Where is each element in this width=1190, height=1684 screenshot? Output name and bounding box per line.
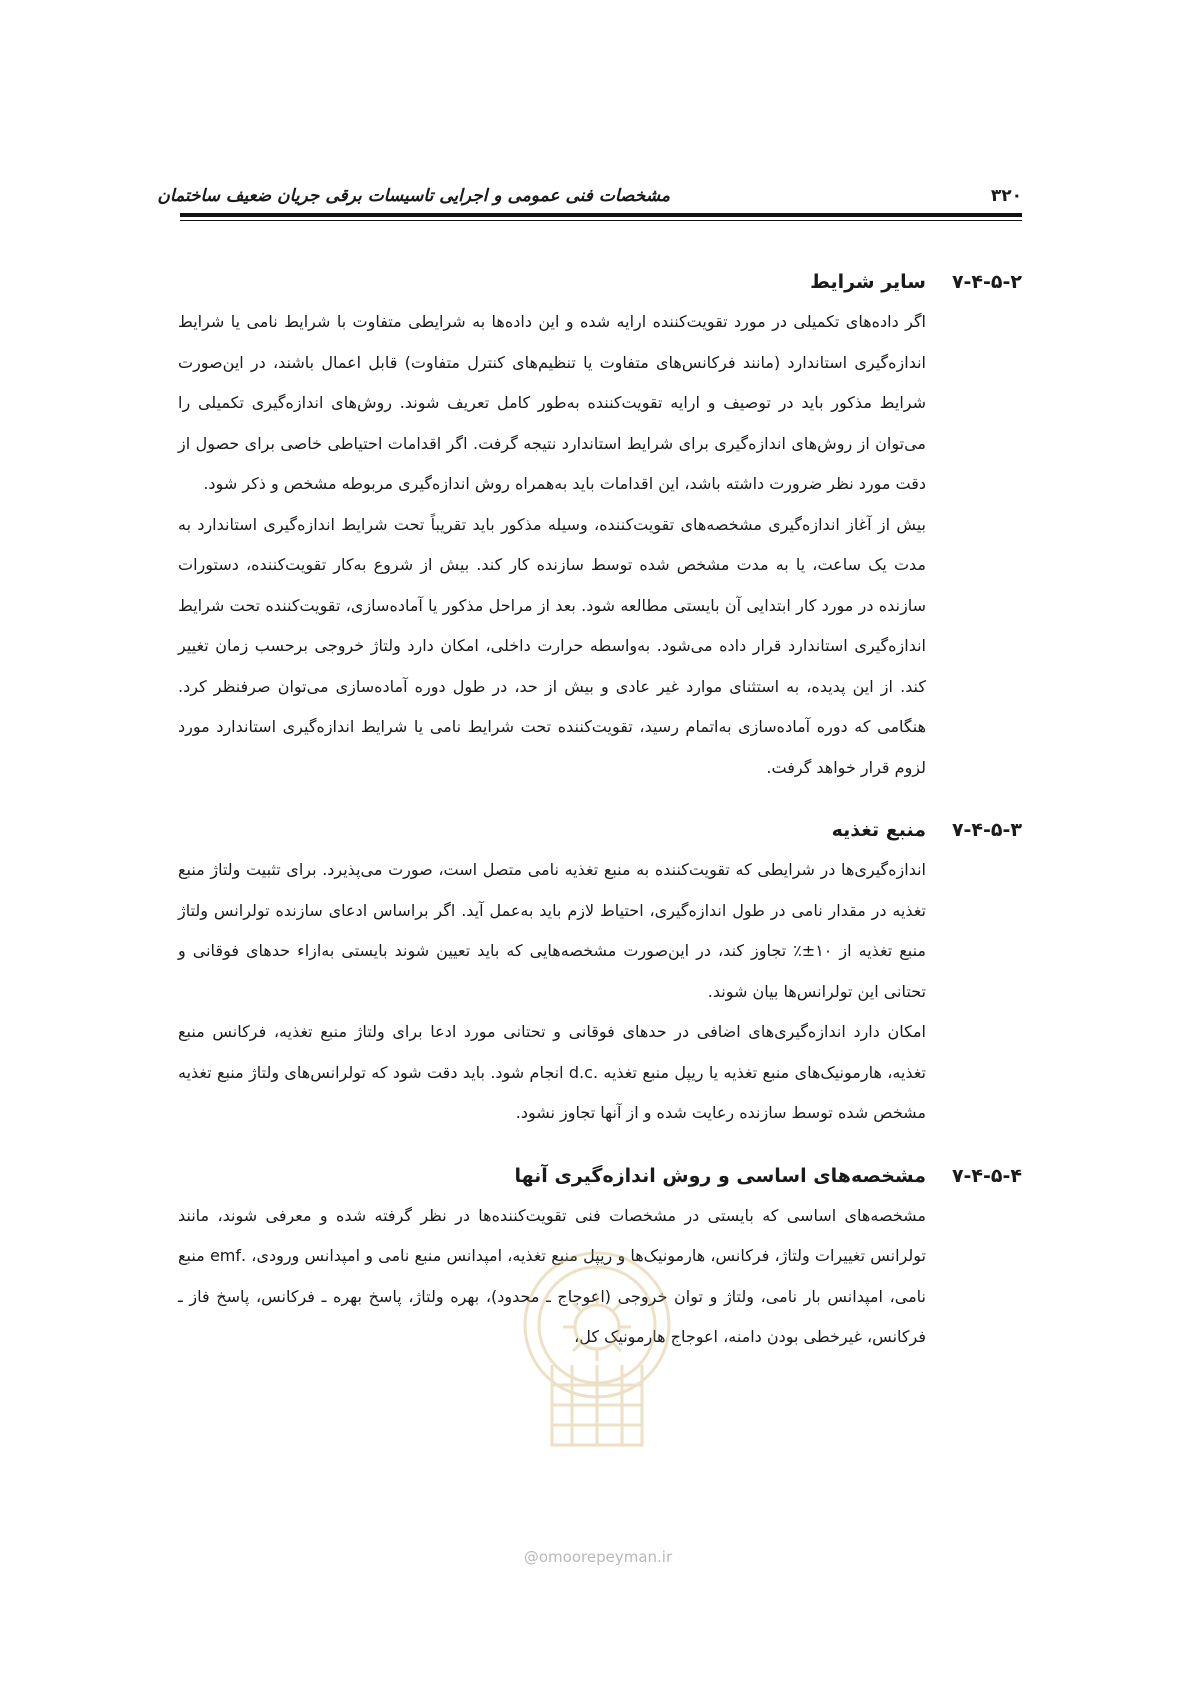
section-body — [178, 302, 926, 788]
section-heading — [178, 810, 1022, 850]
section-number: ۷-۴-۵-۳ — [951, 819, 1022, 841]
section-power-supply — [178, 810, 1022, 1134]
section-body — [178, 1196, 926, 1358]
section-title: منبع تغذیه — [831, 819, 926, 841]
section-basic-characteristics — [178, 1156, 1022, 1358]
header-rule-thin — [180, 220, 1022, 221]
section-number: ۷-۴-۵-۲ — [951, 271, 1022, 293]
section-heading — [178, 1156, 1022, 1196]
header-rule-thick — [180, 213, 1022, 217]
running-title: مشخصات فنی عمومی و اجرایی تاسیسات برقی جریان ضعیف ساختمان — [157, 186, 670, 206]
page-number: ۳۲۰ — [990, 186, 1022, 206]
watermark-url: @omoorepeyman.ir — [523, 1548, 673, 1566]
main-content — [178, 262, 1022, 1380]
section-other-conditions — [178, 262, 1022, 788]
section-title: سایر شرایط — [810, 271, 926, 293]
paragraph: اندازه‌گیری‌ها در شرایطی که تقویت‌کننده به منبع تغذیه نامی متصل است، صورت می‌پذیرد. برای تثبیت ولتاژ منبع تغذیه در مقدار نامی در طول اندازه‌گیری، احتیاط لازم باید به‌عمل آید. اگر براساس ادعای سازنده تولرانس ولتاژ منبع تغذیه از ۱۰±٪ تجاوز کند، در این‌صورت مشخصه‌هایی که باید تعیین شوند بایستی به‌ازاء حدهای فوقانی و تحتانی این تولرانس‌ها بیان شوند. — [178, 860, 926, 1001]
paragraph: بیش از آغاز اندازه‌گیری مشخصه‌های تقویت‌کننده، وسیله مذکور باید تقریباً تحت شرایط اندازه‌گیری استاندارد به مدت یک ساعت، یا به مدت مشخص شده توسط سازنده کار کند. بیش از شروع به‌کار تقویت‌کننده، دستورات سازنده در مورد کار ابتدایی آن بایستی مطالعه شود. بعد از مراحل مذکور یا آماده‌سازی، تقویت‌کننده تحت شرایط اندازه‌گیری استاندارد قرار داده می‌شود. به‌واسطه حرارت داخلی، امکان دارد ولتاژ خروجی برحسب زمان تغییر کند. از این پدیده، به استثنای موارد غیر عادی و بیش از حد، در طول دوره آماده‌سازی می‌توان صرفنظر کرد. هنگامی که دوره آماده‌سازی به‌اتمام رسید، تقویت‌کننده تحت شرایط نامی یا شرایط اندازه‌گیری استاندارد مورد لزوم قرار خواهد گرفت. — [178, 514, 926, 777]
section-number: ۷-۴-۵-۴ — [951, 1164, 1022, 1187]
paragraph: مشخصه‌های اساسی که بایستی در مشخصات فنی تقویت‌کننده‌ها در نظر گرفته شده و معرفی شوند، مانند تولرانس تغییرات ولتاژ، فرکانس، هارمونیک‌ها و ریپل منبع تغذیه، امپدانس منبع نامی و امپدانس ورودی، .emf منبع نامی، امپدانس بار نامی، ولتاژ و توان خروجی (اعوجاج ـ محدود)، بهره ولتاژ، پاسخ بهره ـ فرکانس، پاسخ فاز ـ فرکانس، غیرخطی بودن دامنه، اعوجاج هارمونیک کل، — [178, 1205, 926, 1346]
section-title: مشخصه‌های اساسی و روش اندازه‌گیری آنها — [514, 1164, 926, 1187]
paragraph: امکان دارد اندازه‌گیری‌های اضافی در حدهای فوقانی و تحتانی مورد ادعا برای ولتاژ منبع تغذیه، فرکانس منبع تغذیه، هارمونیک‌های منبع تغذیه یا ریپل منبع تغذیه .d.c انجام شود. باید دقت شود که تولرانس‌های ولتاژ منبع تغذیه مشخص شده توسط سازنده رعایت شده و از آنها تجاوز نشود. — [178, 1022, 926, 1122]
section-heading — [178, 262, 1022, 302]
paragraph: اگر داده‌های تکمیلی در مورد تقویت‌کننده ارایه شده و این داده‌ها به شرایطی متفاوت با شرایط نامی یا شرایط اندازه‌گیری استاندارد (مانند فرکانس‌های متفاوت یا تنظیم‌های کنترل متفاوت) قابل اعمال باشند، در این‌صورت شرایط مذکور باید در توصیف و ارایه تقویت‌کننده به‌طور کامل تعریف شوند. روش‌های اندازه‌گیری تکمیلی را می‌توان از روش‌های اندازه‌گیری برای شرایط استاندارد نتیجه گرفت. اگر اقدامات احتیاطی خاصی برای حصول از دقت مورد نظر ضرورت داشته باشد، این اقدامات باید به‌همراه روش اندازه‌گیری مربوطه مشخص و ذکر شود. — [178, 312, 926, 493]
section-body — [178, 850, 926, 1134]
